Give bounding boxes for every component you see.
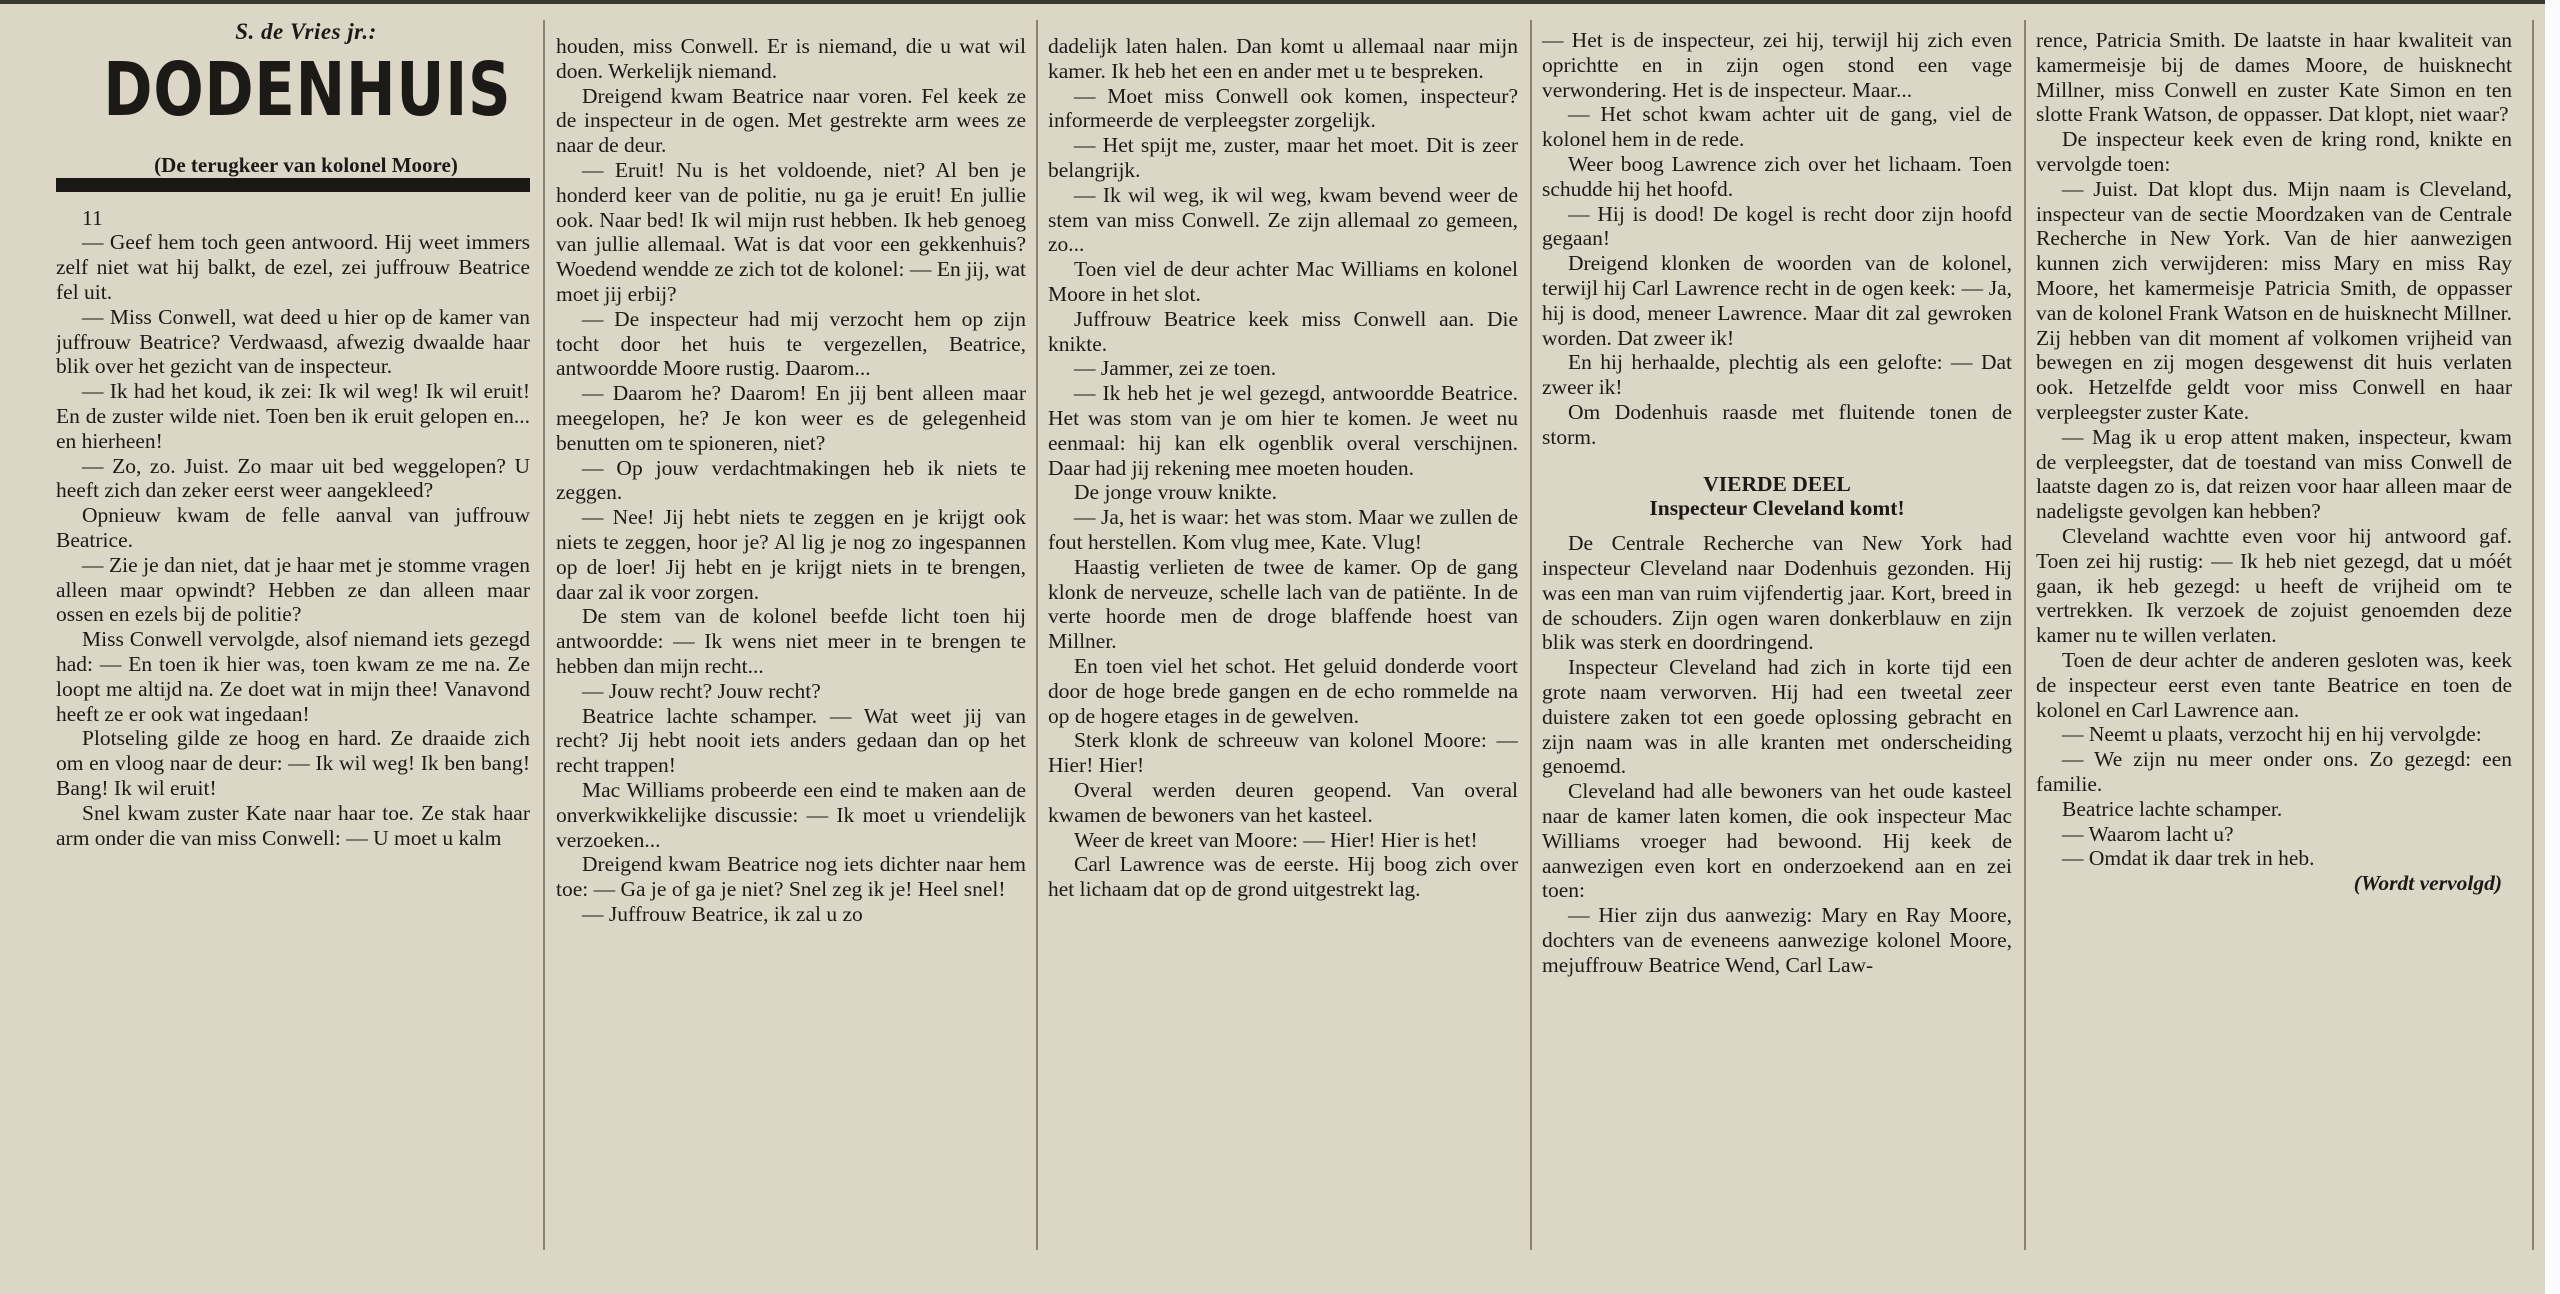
paragraph: Weer boog Lawrence zich over het lichaam. Toen schudde hij het hoofd. [1542,151,2012,201]
paragraph: En toen viel het schot. Het geluid donderde voort door de hoge brede gangen en de echo rommelde na op de hogere etages in de gewelven. [1048,653,1518,728]
paragraph: Weer de kreet van Moore: — Hier! Hier is het! [1074,827,1478,852]
paragraph: — Het spijt me, zuster, maar het moet. Dit is zeer belangrijk. [1048,133,1518,182]
paragraph: Sterk klonk de schreeuw van kolonel Moore: — Hier! Hier! [1048,728,1518,778]
paragraph: — Het is de inspecteur, zei hij, terwijl hij zich even oprichtte en in zijn ogen stond een vage verwondering. Het is de inspecteur. Maar... [1542,28,2012,102]
paragraph: — Miss Conwell, wat deed u hier op de kamer van juffrouw Beatrice? Verdwaasd, afwezig dwaalde haar blik over het gezicht van de inspecteur. [56,304,530,379]
paragraph: — We zijn nu meer onder ons. Zo gezegd: een familie. [2036,747,2512,796]
paragraph: — Daarom he? Daarom! En jij bent alleen maar meegelopen, he? Je kon weer es de gelegenheid benutten om te spioneren, niet? [556,381,1026,455]
paragraph: — Jammer, zei ze toen. [1074,356,1277,381]
paragraph: houden, miss Conwell. Er is niemand, die u wat wil doen. Werkelijk niemand. [556,34,1026,83]
author-byline: S. de Vries jr.: [235,20,377,44]
paragraph: Beatrice lachte schamper. [2062,796,2283,821]
paragraph: — De inspecteur had mij verzocht hem op zijn tocht door het huis te vergezellen, Beatrice, antwoordde Moore rustig. Daarom... [556,306,1026,381]
section-title: VIERDE DEEL [1703,471,1851,496]
column-divider [1530,20,1532,1250]
top-rule [0,0,2545,4]
paragraph: — Eruit! Nu is het voldoende, niet? Al ben je honderd keer van de politie, nu ga je eruit! En jullie ook. Naar bed! Ik wil mijn rust hebben. Ik heb genoeg van jullie allemaal. Wat is dat voor een gekkenhuis? Woedend wendde ze zich tot de kolonel: — En jij, wat moet jij erbij? [556,157,1026,306]
column-5 [2036,28,2512,1238]
column-divider [1036,20,1038,1250]
paragraph: De inspecteur keek even de kring rond, knikte en vervolgde toen: [2036,127,2512,176]
paragraph: — Moet miss Conwell ook komen, inspecteur? informeerde de verpleegster zorgelijk. [1048,83,1518,133]
column-divider [543,20,545,1250]
paragraph: Dreigend kwam Beatrice nog iets dichter naar hem toe: — Ga je of ga je niet? Snel zeg ik je! Heel snel! [556,852,1026,902]
paragraph: Toen viel de deur achter Mac Williams en kolonel Moore in het slot. [1048,257,1518,306]
paragraph: — Hij is dood! De kogel is recht door zijn hoofd gegaan! [1542,201,2012,251]
paragraph: Opnieuw kwam de felle aanval van juffrouw Beatrice. [56,503,530,552]
paragraph: Mac Williams probeerde een eind te maken aan de onverkwikkelijke discussie: — Ik moet u vriendelijk verzoeken... [556,777,1026,852]
paragraph: — Op jouw verdachtmakingen heb ik niets te zeggen. [556,455,1026,505]
paragraph: dadelijk laten halen. Dan komt u allemaal naar mijn kamer. Ik heb het een en ander met u te bespreken. [1048,34,1518,83]
subtitle: (De terugkeer van kolonel Moore) [154,152,458,177]
newspaper-page [0,6,2545,1294]
paragraph: — Mag ik u erop attent maken, inspecteur, kwam de verpleegster, dat de toestand van miss Conwell de laatste dagen zo is, dat reizen voor haar alleen maar de nadeligste gevolgen kan hebben? [2036,424,2512,524]
paragraph: De Centrale Recherche van New York had inspecteur Cleveland naar Dodenhuis gezonden. Hij was een man van ruim vijfendertig jaar. Kort, breed in de schouders. Zijn ogen waren donkerblauw en zijn blik was sterk en doordringend. [1542,531,2012,655]
paragraph: — Omdat ik daar trek in heb. [2062,846,2315,871]
paragraph: — Ik wil weg, ik wil weg, kwam bevend weer de stem van miss Conwell. Ze zijn allemaal zo gemeen, zo... [1048,182,1518,257]
paragraph: rence, Patricia Smith. De laatste in haar kwaliteit van kamermeisje bij de dames Moore, de huisknecht Millner, miss Conwell en zuster Kate Simon en ten slotte Frank Watson, de oppasser. Dat klopt, niet waar? [2036,28,2512,127]
to-be-continued: (Wordt vervolgd) [2353,871,2502,896]
paragraph: — Juffrouw Beatrice, ik zal u zo [582,901,863,926]
paragraph: Snel kwam zuster Kate naar haar toe. Ze stak haar arm onder die van miss Conwell: — U moet u kalm [56,800,530,850]
column-3 [1048,34,1518,1234]
paragraph: — Ik had het koud, ik zei: Ik wil weg! Ik wil eruit! En de zuster wilde niet. Toen ben ik eruit gelopen en... en hierheen! [56,379,530,453]
paragraph: Overal werden deuren geopend. Van overal kwamen de bewoners van het kasteel. [1048,777,1518,827]
paragraph: — Waarom lacht u? [2062,821,2234,846]
paragraph: — Het schot kwam achter uit de gang, viel de kolonel hem in de rede. [1542,102,2012,152]
column-divider [2532,20,2534,1250]
column-2 [556,34,1026,1274]
paragraph: Cleveland wachtte even voor hij antwoord gaf. Toen zei hij rustig: — Ik heb niet gezegd, dat u móét gaan, ik heb gezegd: u heeft de vrijheid om te vertrekken. Ik verzoek de zojuist genoemden deze kamer nu te willen verlaten. [2036,523,2512,648]
paragraph: — Zo, zo. Juist. Zo maar uit bed weggelopen? U heeft zich dan zeker eerst weer aangekleed? [56,453,530,503]
section-subtitle: Inspecteur Cleveland komt! [1649,496,1905,521]
paragraph: — Nee! Jij hebt niets te zeggen en je krijgt ook niets te zeggen, hoor je? Al lig je nog zo ingespannen op de loer! Jij hebt en je krijgt niets in te brengen, daar zal ik voor zorgen. [556,505,1026,604]
paragraph: Toen de deur achter de anderen gesloten was, keek de inspecteur eerst even tante Beatrice en toen de kolonel en Carl Lawrence aan. [2036,647,2512,722]
paragraph: Om Dodenhuis raasde met fluitende tonen de storm. [1542,399,2012,449]
column-1 [56,20,530,1285]
paragraph: — Ik heb het je wel gezegd, antwoordde Beatrice. Het was stom van je om hier te komen. Je weet nu eenmaal: hij kan elk ogenblik overal verschijnen. Daar had jij rekening mee moeten houden. [1048,381,1518,480]
paragraph: Carl Lawrence was de eerste. Hij boog zich over het lichaam dat op de grond uitgestrekt lag. [1048,852,1518,902]
paragraph: Haastig verlieten de twee de kamer. Op de gang klonk de nerveuze, schelle lach van de patiënte. In de verte hoorde men de droge blaffende hoest van Millner. [1048,554,1518,654]
paragraph: Dreigend kwam Beatrice naar voren. Fel keek ze de inspecteur in de ogen. Met gestrekte arm wees ze naar de deur. [556,83,1026,158]
instalment-number: 11 [82,205,103,230]
paragraph: — Jouw recht? Jouw recht? [582,678,821,703]
column-4 [1542,28,2012,1268]
paragraph: En hij herhaalde, plechtig als een gelofte: — Dat zweer ik! [1542,350,2012,400]
paragraph: — Ja, het is waar: het was stom. Maar we zullen de fout herstellen. Kom vlug mee, Kate. Vlug! [1048,505,1518,554]
paragraph: Dreigend klonken de woorden van de kolonel, terwijl hij Carl Lawrence recht in de ogen keek: — Ja, hij is dood, meneer Lawrence. Maar dit zal gewroken worden. Dat zweer ik! [1542,251,2012,350]
paragraph: — Geef hem toch geen antwoord. Hij weet immers zelf niet wat hij balkt, de ezel, zei juffrouw Beatrice fel uit. [56,230,530,304]
column-divider [2024,20,2026,1250]
paragraph: Beatrice lachte schamper. — Wat weet jij van recht? Jij hebt nooit iets anders gedaan dan op het recht trappen! [556,703,1026,778]
paragraph: De jonge vrouw knikte. [1074,480,1278,505]
paragraph: De stem van de kolonel beefde licht toen hij antwoordde: — Ik wens niet meer in te brengen te hebben dan mijn recht... [556,604,1026,678]
paragraph: Miss Conwell vervolgde, alsof niemand iets gezegd had: — En toen ik hier was, toen kwam ze me na. Ze loopt me altijd na. Ze doet wat in mijn thee! Vanavond heeft ze er ook wat ingedaan! [56,627,530,726]
page-margin [2545,0,2560,1294]
header-rule [56,178,530,192]
paragraph: — Neemt u plaats, verzocht hij en hij vervolgde: [2062,722,2482,747]
paragraph: — Zie je dan niet, dat je haar met je stomme vragen alleen maar opwindt? Hebben ze dan alleen maar ossen en ezels bij de politie? [56,552,530,627]
headline: DODENHUIS [103,46,512,133]
paragraph: — Hier zijn dus aanwezig: Mary en Ray Moore, dochters van de eveneens aanwezige kolonel Moore, mejuffrouw Beatrice Wend, Carl Law- [1542,903,2012,977]
paragraph: Juffrouw Beatrice keek miss Conwell aan. Die knikte. [1048,306,1518,356]
paragraph: Cleveland had alle bewoners van het oude kasteel naar de kamer laten komen, die ook inspecteur Mac Williams vroeger had bewoond. Hij keek de aanwezigen even kort en onderzoekend aan en zei toen: [1542,779,2012,903]
paragraph: Inspecteur Cleveland had zich in korte tijd een grote naam verworven. Hij had een tweetal zeer duistere zaken tot een goede oplossing gebracht en zijn naam was in alle kranten met onderscheiding genoemd. [1542,655,2012,779]
paragraph: Plotseling gilde ze hoog en hard. Ze draaide zich om en vloog naar de deur: — Ik wil weg! Ik ben bang! Bang! Ik wil eruit! [56,726,530,800]
paragraph: — Juist. Dat klopt dus. Mijn naam is Cleveland, inspecteur van de sectie Moordzaken van de Centrale Recherche in New York. Van de hier aanwezigen kunnen zich verwijderen: miss Mary en miss Ray Moore, het kamermeisje Patricia Smith, de oppasser van de kolonel Frank Watson en de huisknecht Millner. Zij hebben van dit moment af volkomen vrijheid van bewegen en zij mogen desgewenst dit huis verlaten ook. Hetzelfde geldt voor miss Conwell en haar verpleegster zuster Kate. [2036,176,2512,424]
